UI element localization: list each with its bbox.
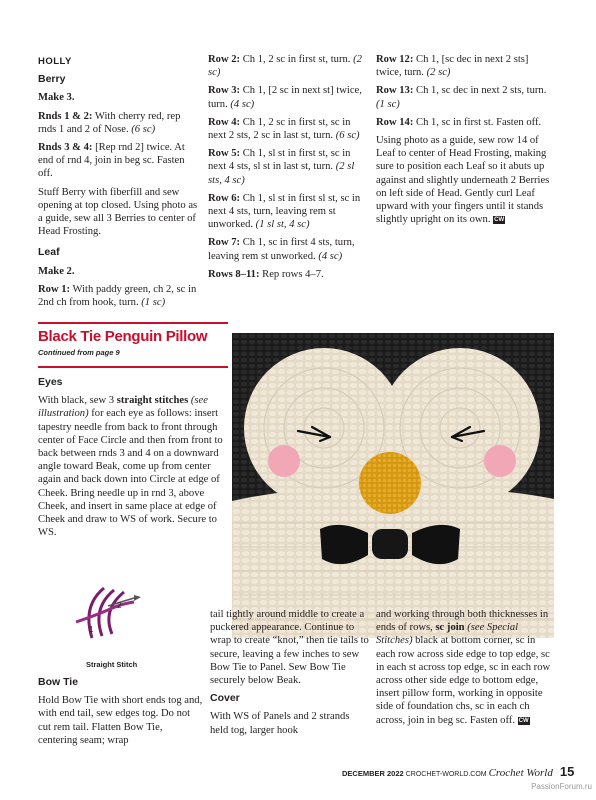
footer-magazine: Crochet World <box>488 767 553 779</box>
pattern-title: Black Tie Penguin Pillow <box>38 328 208 345</box>
leaf-row-13: Row 13: Ch 1, sc dec in next 2 sts, turn. (1 sc) <box>376 85 547 110</box>
leaf-row-14: Row 14: Ch 1, sc in first st. Fasten off. <box>376 116 542 128</box>
eyes-instructions: With black, sew 3 straight stitches (see illustration) for each eye as follows: insert tapestry needle from back to front through center of Face Circle and then from front to back between rnds 3 and 4 on a downward angle toward Beak, come up from center again and back down into Circle at edge of Cheek. Bring needle up in rnd 3, above Cheek, and insert in same place at edge of Cheek and draw to WS of work. Secure to WS. <box>38 395 223 539</box>
berry-rnds-1-2: Rnds 1 & 2: With cherry red, rep rnds 1 and 2 of Nose. (6 sc) <box>38 110 181 135</box>
penguin-pillow-photo <box>232 333 554 638</box>
holly-column-1 <box>38 55 200 314</box>
leaf-row-3: Row 3: Ch 1, [2 sc in next st] twice, turn. (4 sc) <box>208 85 362 110</box>
title-rule-bottom <box>38 366 228 368</box>
leaf-row-4: Row 4: Ch 1, 2 sc in first st, sc in next 2 sts, 2 sc in last st, turn. (6 sc) <box>208 116 360 142</box>
bottom-column-3 <box>376 608 552 732</box>
berry-make: Make 3. <box>38 92 75 104</box>
illustration-caption: Straight Stitch <box>86 660 138 669</box>
footer-date: DECEMBER 2022 <box>342 769 404 778</box>
leaf-row-1: Row 1: With paddy green, ch 2, sc in 2nd ch from hook, turn. (1 sc) <box>38 283 197 309</box>
bowtie-column <box>38 676 204 752</box>
cover-heading: Cover <box>210 692 240 705</box>
berry-rnds-3-4: Rnds 3 & 4: [Rep rnd 2] twice. At end of rnd 4, join in beg sc. Fasten off. <box>38 142 185 180</box>
bottom-column-2 <box>210 608 370 742</box>
cw-end-mark: CW <box>494 217 505 224</box>
leaf-row-5: Row 5: Ch 1, sl st in first st, sc in next 4 sts, sl st in last st, turn. (2 sl sts, 4 sc) <box>208 148 355 186</box>
page-number: 15 <box>559 764 575 779</box>
leaf-rows-8-11: Rows 8–11: Rep rows 4–7. <box>208 268 324 280</box>
bowtie-heading: Bow Tie <box>38 676 79 688</box>
continued-note: Continued from page 9 <box>38 348 120 357</box>
title-rule-top <box>38 322 228 324</box>
berry-finish: Stuff Berry with fiberfill and sew opening at top closed. Using photo as a guide, sew all 3 Berries to center of Head Frosting. <box>38 186 198 238</box>
illustration-label-2: 2 <box>117 601 122 610</box>
holly-column-2 <box>208 53 368 286</box>
holly-column-3 <box>376 53 554 231</box>
straight-stitch-illustration <box>62 576 142 654</box>
leaf-make: Make 2. <box>38 265 75 277</box>
cw-end-mark-2: CW <box>518 717 529 724</box>
leaf-row-2: Row 2: Ch 1, 2 sc in first st, turn. (2 sc) <box>208 54 362 79</box>
leaf-row-7: Row 7: Ch 1, sc in first 4 sts, turn, leaving rem st unworked. (4 sc) <box>208 237 355 262</box>
eyes-column <box>38 376 224 544</box>
cover-instructions-a: With WS of Panels and 2 strands held tog, larger hook <box>210 711 350 736</box>
watermark: PassionForum.ru <box>531 782 592 791</box>
leaf-heading: Leaf <box>38 246 60 259</box>
bowtie-instructions-a: Hold Bow Tie with short ends tog and, with end tail, sew edges tog. Do not cut rem tail. Flatten Bow Tie, centering seam; wrap <box>38 695 203 746</box>
leaf-row-6: Row 6: Ch 1, sl st in first sl st, sc in next 4 sts, turn, leaving rem st unworked. (1 sl st, 4 sc) <box>208 192 361 231</box>
berry-heading: Berry <box>38 73 66 86</box>
footer-url: CROCHET-WORLD.COM <box>405 771 487 778</box>
leaf-finish: Using photo as a guide, sew row 14 of Leaf to center of Head Frosting, making sure to position each Leaf so it abuts up against and slightly underneath 2 Berries on left side of Head. Gently curl Leaf upward with your fingers until it stands slightly upright on its own. CW <box>376 135 550 226</box>
page-footer <box>342 764 574 779</box>
cover-instructions-b: and working through both thicknesses in ends of rows, sc join (see Special Stitches) black at bottom corner, sc in each row across side edge to top edge, sc in each st across top edge, sc in each row across other side edge to bottom edge, insert pillow form, working in opposite side of foundation chs, sc in each ch across, join in beg sc. Fasten off. CW <box>376 609 551 726</box>
eyes-heading: Eyes <box>38 376 63 388</box>
holly-heading: HOLLY <box>38 56 72 67</box>
bowtie-instructions-b: tail tightly around middle to create a puckered appearance. Continue to wrap to create “knot,” then tie tails to secure, leaving a few inches to sew Bow Tie to Panel. Sew Bow Tie securely below Beak. <box>210 609 369 687</box>
leaf-row-12: Row 12: Ch 1, [sc dec in next 2 sts] twice, turn. (2 sc) <box>376 54 529 79</box>
illustration-label-1: 1 <box>89 625 94 634</box>
